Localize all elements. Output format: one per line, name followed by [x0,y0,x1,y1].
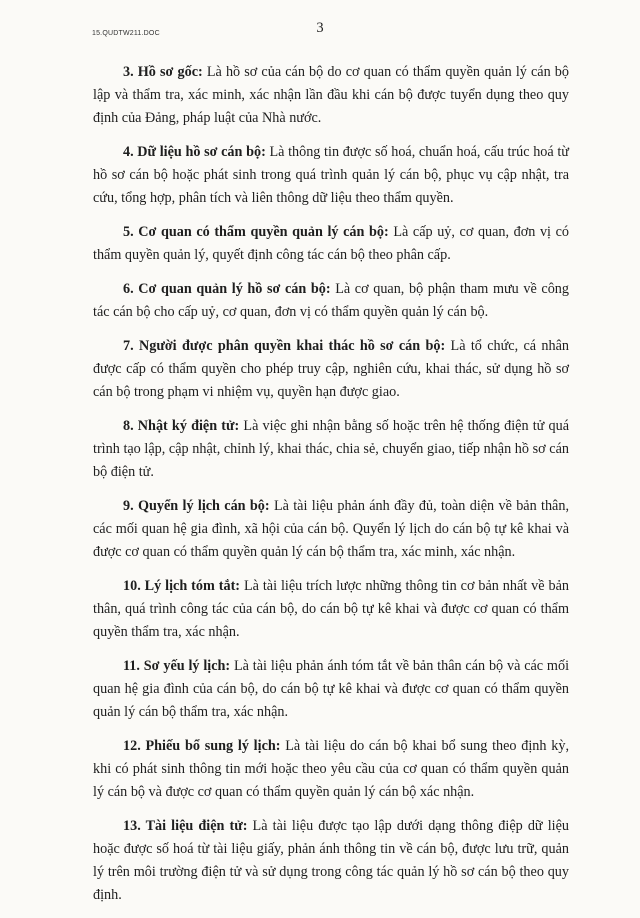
definition-term: 3. Hồ sơ gốc: [123,64,203,80]
definition-text: Là tổ chức, cá nhân được cấp có thẩm quyền cho phép truy cập, nghiên cứu, khai thác, sử dụng hồ sơ cán bộ trong phạm vi nhiệm vụ, quyền hạn được giao. [93,338,569,400]
document-body [93,61,569,918]
definition-item [93,221,569,267]
definition-item [93,735,569,804]
definition-item [93,655,569,724]
definition-term: 8. Nhật ký điện tử: [123,418,240,434]
definition-text: Là hồ sơ của cán bộ do cơ quan có thẩm quyền quản lý cán bộ lập và thẩm tra, xác minh, xác nhận lần đầu khi cán bộ được tuyển dụng theo quy định của Đảng, pháp luật của Nhà nước. [93,64,569,126]
definition-term: 7. Người được phân quyền khai thác hồ sơ cán bộ: [123,338,446,354]
definition-text: Là cấp uỷ, cơ quan, đơn vị có thẩm quyền quản lý, quyết định công tác cán bộ theo phân cấp. [93,224,569,263]
definition-item [93,278,569,324]
definition-item [93,495,569,564]
definition-term: 13. Tài liệu điện tử: [123,818,248,834]
definition-term: 9. Quyển lý lịch cán bộ: [123,498,270,514]
definition-term: 6. Cơ quan quản lý hồ sơ cán bộ: [123,281,331,297]
definition-item [93,815,569,907]
definition-text: Là cơ quan, bộ phận tham mưu về công tác cán bộ cho cấp uỷ, cơ quan, đơn vị có thẩm quyền quản lý cán bộ. [93,281,569,320]
definition-term: 10. Lý lịch tóm tắt: [123,578,241,594]
definition-text: Là thông tin được số hoá, chuẩn hoá, cấu trúc hoá từ hồ sơ cán bộ hoặc phát sinh trong quá trình quản lý cán bộ, phục vụ cập nhật, tra cứu, tổng hợp, phân tích và liên thông dữ liệu theo thẩm quyền. [93,144,569,206]
definition-text: Là tài liệu do cán bộ khai bổ sung theo định kỳ, khi có phát sinh thông tin mới hoặc theo yêu cầu của cơ quan có thẩm quyền quản lý cán bộ và được cơ quan có thẩm quyền quản lý cán bộ xác nhận. [93,738,569,800]
definition-item [93,141,569,210]
definition-text: Là tài liệu phản ánh tóm tắt về bản thân cán bộ và các mối quan hệ gia đình của cán bộ, do cán bộ tự kê khai và được cơ quan có thẩm quyền quản lý cán bộ thẩm tra, xác nhận. [93,658,570,720]
definition-text: Là tài liệu được tạo lập dưới dạng thông điệp dữ liệu hoặc được số hoá từ tài liệu giấy, phản ánh thông tin về cán bộ, được lưu trữ, quản lý trên môi trường điện tử và sử dụng trong công tác quản lý hồ sơ cán bộ theo quy định. [93,818,569,903]
page-number: 3 [316,20,324,36]
definition-item [93,61,569,130]
definition-term: 5. Cơ quan có thẩm quyền quản lý cán bộ: [123,224,389,240]
definition-term: 4. Dữ liệu hồ sơ cán bộ: [123,144,266,160]
file-label: 15.QUDTW211.DOC [92,30,160,37]
definition-term: 11. Sơ yếu lý lịch: [123,658,231,674]
definition-text: Là tài liệu phản ánh đầy đủ, toàn diện về bản thân, các mối quan hệ gia đình, xã hội của cán bộ. Quyển lý lịch do cán bộ tự kê khai và được cơ quan có thẩm quyền quản lý cán bộ thẩm tra, xác minh, xác nhận. [93,498,569,560]
definition-item [93,415,569,484]
definition-text: Là việc ghi nhận bằng số hoặc trên hệ thống điện tử quá trình tạo lập, cập nhật, chỉnh lý, khai thác, chia sẻ, chuyển giao, tiếp nhận hồ sơ cán bộ điện tử. [93,418,569,480]
definition-item [93,575,569,644]
definition-item [93,335,569,404]
definition-text: Là tài liệu trích lược những thông tin cơ bản nhất về bản thân, quá trình công tác của cán bộ, do cán bộ tự kê khai và được cơ quan có thẩm quyền thẩm tra, xác nhận. [93,578,569,640]
definition-term: 12. Phiếu bổ sung lý lịch: [123,738,281,754]
